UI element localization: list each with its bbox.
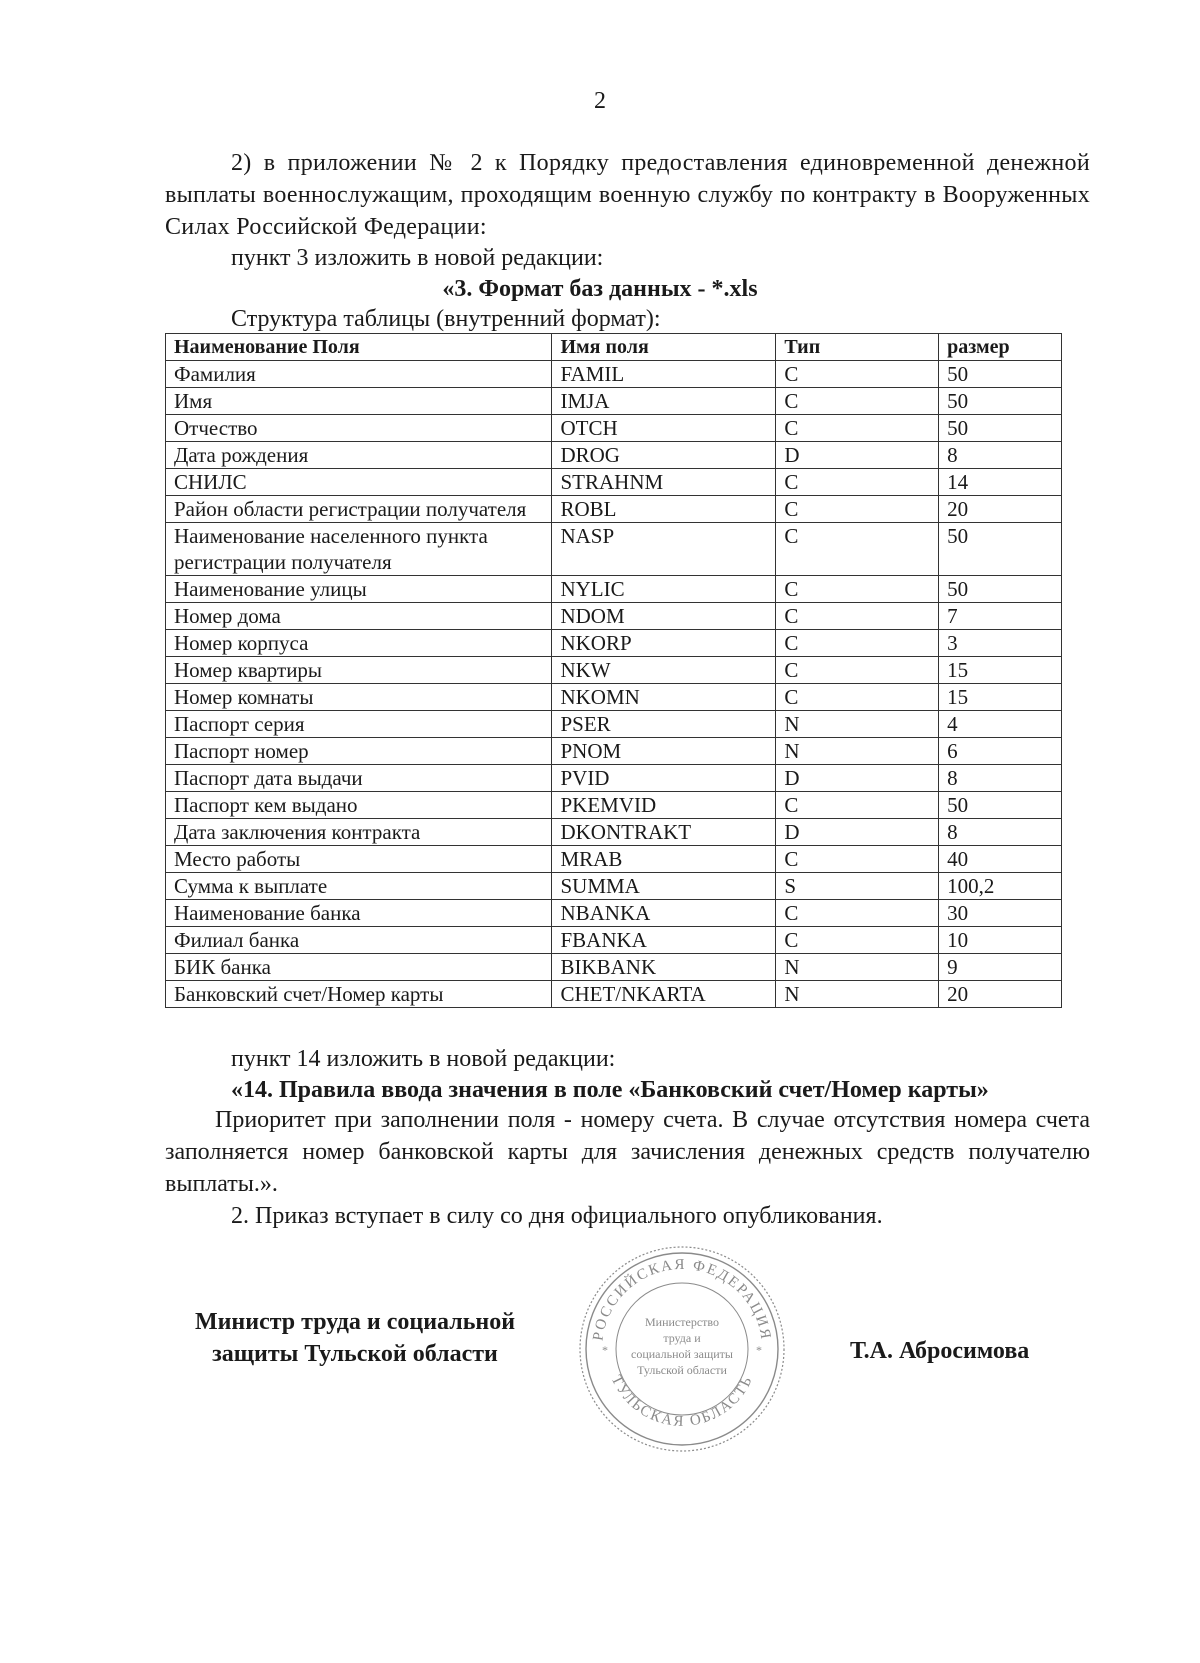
table-cell: Паспорт дата выдачи <box>166 765 552 792</box>
table-cell: 30 <box>939 900 1062 927</box>
table-row <box>166 630 1062 657</box>
table-cell: NKOMN <box>552 684 776 711</box>
table-cell: PVID <box>552 765 776 792</box>
table-cell: NDOM <box>552 603 776 630</box>
signatory-name: Т.А. Абросимова <box>850 1338 1030 1364</box>
table-row <box>166 738 1062 765</box>
table-cell: БИК банка <box>166 954 552 981</box>
table-row <box>166 873 1062 900</box>
table-cell: 50 <box>939 361 1062 388</box>
table-cell: 100,2 <box>939 873 1062 900</box>
table-cell: IMJA <box>552 388 776 415</box>
table-row <box>166 496 1062 523</box>
table-cell: Номер корпуса <box>166 630 552 657</box>
table-cell: Наименование улицы <box>166 576 552 603</box>
table-row <box>166 765 1062 792</box>
table-cell: Банковский счет/Номер карты <box>166 981 552 1008</box>
table-cell: 15 <box>939 657 1062 684</box>
table-cell: Отчество <box>166 415 552 442</box>
table-cell: 7 <box>939 603 1062 630</box>
table-header-cell: Тип <box>776 334 939 361</box>
seal-center-line-1: Министерство <box>645 1315 719 1329</box>
table-row <box>166 981 1062 1008</box>
table-cell: Номер комнаты <box>166 684 552 711</box>
table-cell: NKORP <box>552 630 776 657</box>
table-cell: Сумма к выплате <box>166 873 552 900</box>
table-cell: BIKBANK <box>552 954 776 981</box>
table-cell: DROG <box>552 442 776 469</box>
table-cell: 8 <box>939 442 1062 469</box>
seal-center-line-4: Тульской области <box>637 1363 727 1377</box>
final-paragraph: 2. Приказ вступает в силу со дня официального опубликования. <box>231 1203 883 1229</box>
table-cell: Номер квартиры <box>166 657 552 684</box>
table-cell: 40 <box>939 846 1062 873</box>
table-cell: MRAB <box>552 846 776 873</box>
table-cell: C <box>776 576 939 603</box>
table-row <box>166 711 1062 738</box>
table-header-cell: размер <box>939 334 1062 361</box>
seal-center-line-2: труда и <box>663 1331 701 1345</box>
table-row <box>166 927 1062 954</box>
database-structure-table <box>165 333 1062 1008</box>
table-cell: N <box>776 981 939 1008</box>
table-row <box>166 846 1062 873</box>
table-cell: SUMMA <box>552 873 776 900</box>
table-cell: 50 <box>939 388 1062 415</box>
signatory-title-line2: защиты Тульской области <box>212 1341 498 1367</box>
table-cell: Наименование населенного пункта регистрации получателя <box>166 523 552 576</box>
table-cell: PSER <box>552 711 776 738</box>
table-cell: C <box>776 388 939 415</box>
table-cell: C <box>776 630 939 657</box>
table-row <box>166 469 1062 496</box>
table-cell: Паспорт номер <box>166 738 552 765</box>
table-cell: Номер дома <box>166 603 552 630</box>
table-cell: C <box>776 469 939 496</box>
table-cell: Место работы <box>166 846 552 873</box>
table-row <box>166 415 1062 442</box>
table-cell: 50 <box>939 576 1062 603</box>
table-cell: Имя <box>166 388 552 415</box>
table-cell: Фамилия <box>166 361 552 388</box>
table-cell: Дата рождения <box>166 442 552 469</box>
table-cell: NBANKA <box>552 900 776 927</box>
table-cell: 8 <box>939 819 1062 846</box>
table-cell: Паспорт серия <box>166 711 552 738</box>
table-cell: 4 <box>939 711 1062 738</box>
table-cell: 14 <box>939 469 1062 496</box>
table-row <box>166 603 1062 630</box>
table-cell: C <box>776 927 939 954</box>
table-cell: N <box>776 711 939 738</box>
table-cell: D <box>776 819 939 846</box>
table-cell: CHET/NKARTA <box>552 981 776 1008</box>
table-cell: 10 <box>939 927 1062 954</box>
table-row <box>166 361 1062 388</box>
table-cell: Район области регистрации получателя <box>166 496 552 523</box>
table-row <box>166 523 1062 576</box>
table-cell: D <box>776 765 939 792</box>
table-header-row <box>166 334 1062 361</box>
table-cell: PNOM <box>552 738 776 765</box>
table-row <box>166 388 1062 415</box>
table-row <box>166 684 1062 711</box>
table-cell: 50 <box>939 792 1062 819</box>
clause14-text: Приоритет при заполнении поля - номеру счета. В случае отсутствия номера счета заполняется номер банковской карты для зачисления денежных средств получателю выплаты.». <box>165 1107 1090 1197</box>
table-cell: Филиал банка <box>166 927 552 954</box>
table-row <box>166 819 1062 846</box>
table-cell: C <box>776 846 939 873</box>
table-body <box>166 361 1062 1008</box>
table-cell: DKONTRAKT <box>552 819 776 846</box>
table-cell: 3 <box>939 630 1062 657</box>
table-cell: C <box>776 900 939 927</box>
table-cell: C <box>776 361 939 388</box>
clause14-intro: пункт 14 изложить в новой редакции: <box>231 1046 616 1072</box>
table-cell: C <box>776 496 939 523</box>
table-header-cell: Имя поля <box>552 334 776 361</box>
table-row <box>166 792 1062 819</box>
table-cell: C <box>776 603 939 630</box>
table-cell: Паспорт кем выдано <box>166 792 552 819</box>
clause3-heading: «3. Формат баз данных - *.xls <box>442 276 758 302</box>
table-cell: СНИЛС <box>166 469 552 496</box>
intro-paragraph: 2) в приложении № 2 к Порядку предоставления единовременной денежной выплаты военнослужащим, проходящим военную службу по контракту в Вооруженных Силах Российской Федерации: <box>165 150 1090 240</box>
official-seal-stamp <box>577 1244 787 1454</box>
table-cell: FAMIL <box>552 361 776 388</box>
table-cell: 8 <box>939 765 1062 792</box>
table-cell: 50 <box>939 523 1062 576</box>
page-number: 2 <box>594 88 606 114</box>
seal-center-line-3: социальной защиты <box>631 1347 733 1361</box>
clause3-intro: пункт 3 изложить в новой редакции: <box>231 245 604 271</box>
table-row <box>166 442 1062 469</box>
table-cell: C <box>776 792 939 819</box>
table-cell: N <box>776 954 939 981</box>
table-cell: C <box>776 415 939 442</box>
table-cell: N <box>776 738 939 765</box>
seal-ring-top: РОССИЙСКАЯ ФЕДЕРАЦИЯ <box>590 1256 774 1342</box>
table-cell: C <box>776 657 939 684</box>
table-cell: 6 <box>939 738 1062 765</box>
table-cell: OTCH <box>552 415 776 442</box>
table-cell: 9 <box>939 954 1062 981</box>
table-cell: ROBL <box>552 496 776 523</box>
table-row <box>166 657 1062 684</box>
table-cell: D <box>776 442 939 469</box>
table-cell: PKEMVID <box>552 792 776 819</box>
table-cell: NYLIC <box>552 576 776 603</box>
table-cell: S <box>776 873 939 900</box>
table-cell: NASP <box>552 523 776 576</box>
seal-star-left-icon: * <box>602 1343 608 1357</box>
table-cell: C <box>776 684 939 711</box>
table-row <box>166 576 1062 603</box>
table-cell: 20 <box>939 496 1062 523</box>
table-cell: 15 <box>939 684 1062 711</box>
seal-ring-bottom: ТУЛЬСКАЯ ОБЛАСТЬ <box>607 1372 757 1430</box>
seal-star-right-icon: * <box>756 1343 762 1357</box>
table-cell: NKW <box>552 657 776 684</box>
table-row <box>166 954 1062 981</box>
svg-text:ТУЛЬСКАЯ ОБЛАСТЬ <box>608 1373 757 1430</box>
table-cell: Наименование банка <box>166 900 552 927</box>
table-header-cell: Наименование Поля <box>166 334 552 361</box>
table-cell: 50 <box>939 415 1062 442</box>
table-cell: 20 <box>939 981 1062 1008</box>
table-cell: Дата заключения контракта <box>166 819 552 846</box>
table-cell: C <box>776 523 939 576</box>
clause14-heading: «14. Правила ввода значения в поле «Банковский счет/Номер карты» <box>231 1077 989 1103</box>
signatory-title-line1: Министр труда и социальной <box>194 1309 516 1335</box>
table-row <box>166 900 1062 927</box>
table-caption: Структура таблицы (внутренний формат): <box>231 306 661 332</box>
table-cell: STRAHNM <box>552 469 776 496</box>
table-cell: FBANKA <box>552 927 776 954</box>
signatory-title <box>170 1306 540 1370</box>
